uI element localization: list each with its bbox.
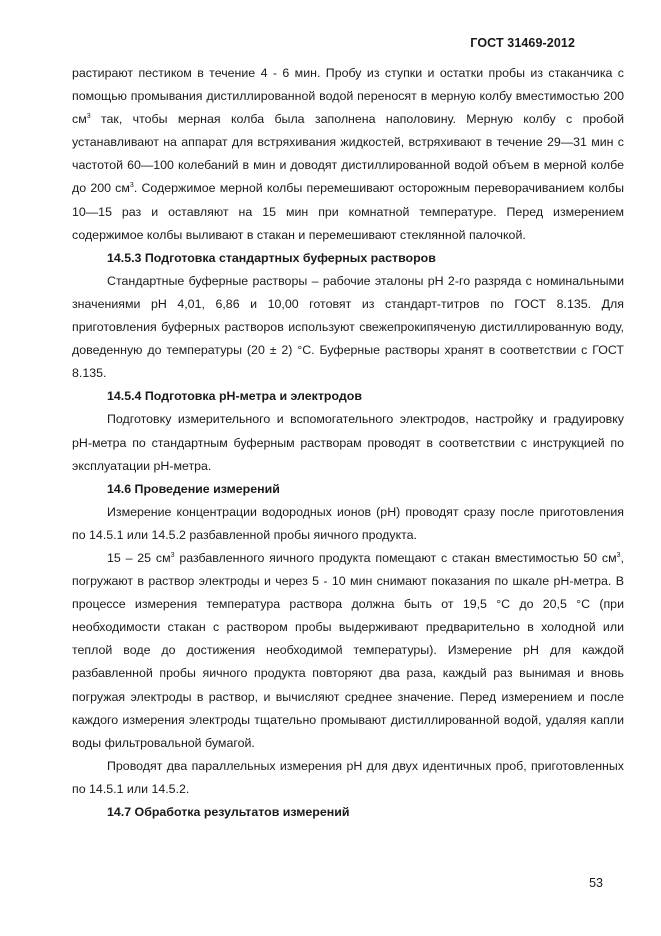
text-run: 14.7 Обработка результатов измерений xyxy=(107,805,350,819)
text-run: 14.5.3 Подготовка стандартных буферных растворов xyxy=(107,250,436,265)
document-header: ГОСТ 31469-2012 xyxy=(470,36,575,50)
superscript: 3 xyxy=(170,551,175,559)
paragraph xyxy=(72,547,624,755)
text-run: так, чтобы мерная колба была заполнена наполовину. Мерную колбу с пробой устанавливают на аппарат для встряхивания жидкостей, встряхивают в течение 29—31 мин с частотой 60—100 колебаний в мин и доводят дистиллированной водой объем в мерной колбе до 200 см xyxy=(72,112,624,196)
text-run: , погружают в раствор электроды и через 5 - 10 мин снимают показания по шкале рН-метра. В процессе измерения температура раствора должна быть от 19,5 °С до 20,5 °С (при необходимости стакан с раствором пробы выдерживают предварительно в холодной или теплой воде до достижения необходимой температуры). Измерение рН для каждой разбавленной пробы яичного продукта повторяют два раза, каждый раз вынимая и вновь погружая электроды в раствор, и вычисляют среднее значение. Перед измерением и после каждого измерения электроды тщательно промывают дистиллированной водой, удаляя капли воды фильтровальной бумагой. xyxy=(72,550,624,750)
paragraph xyxy=(72,62,624,247)
section-heading xyxy=(72,385,624,408)
text-run: . Содержимое мерной колбы перемешивают осторожным переворачиванием колбы 10—15 раз и оставляют на 15 мин при комнатной температуре. Перед измерением содержимое колбы выливают в стакан и перемешивают стеклянной палочкой. xyxy=(72,181,624,242)
document-body xyxy=(72,62,624,824)
text-run: Измерение концентрации водородных ионов (рН) проводят сразу после приготовления по 14.5.1 или 14.5.2 разбавленной пробы яичного продукта. xyxy=(72,504,624,542)
text-run: 15 – 25 см xyxy=(107,550,171,565)
text-run: Стандартные буферные растворы – рабочие эталоны рН 2-го разряда с номинальными значениями рН 4,01, 6,86 и 10,00 готовят из стандарт-титров по ГОСТ 8.135. Для приготовления буферных растворов используют свежепрокипяченую дистиллированную воду, доведенную до температуры (20 ± 2) °С. Буферные растворы хранят в соответствии с ГОСТ 8.135. xyxy=(72,273,624,381)
section-heading xyxy=(72,478,624,501)
paragraph xyxy=(72,270,624,385)
page-number: 53 xyxy=(589,876,603,890)
text-run: растирают пестиком в течение 4 - 6 мин. Пробу из ступки и остатки пробы из стаканчика с помощью промывания дистиллированной водой переносят в мерную колбу вместимостью 200 см xyxy=(72,66,624,127)
superscript: 3 xyxy=(86,113,91,121)
text-run: Подготовку измерительного и вспомогательного электродов, настройку и градуировку рН-метра по стандартным буферным растворам проводят в соответствии с инструкцией по эксплуатации рН-метра. xyxy=(72,412,624,473)
paragraph xyxy=(72,755,624,801)
text-run: 14.5.4 Подготовка рН-метра и электродов xyxy=(107,389,362,404)
section-heading xyxy=(72,247,624,270)
text-run: 14.6 Проведение измерений xyxy=(107,481,280,496)
text-run: Проводят два параллельных измерения рН для двух идентичных проб, приготовленных по 14.5.1 или 14.5.2. xyxy=(72,758,624,796)
superscript: 3 xyxy=(129,182,134,190)
paragraph xyxy=(72,408,624,477)
superscript: 3 xyxy=(616,551,621,559)
paragraph xyxy=(72,501,624,547)
text-run: разбавленного яичного продукта помещают с стакан вместимостью 50 см xyxy=(174,550,617,565)
section-heading xyxy=(72,801,624,824)
